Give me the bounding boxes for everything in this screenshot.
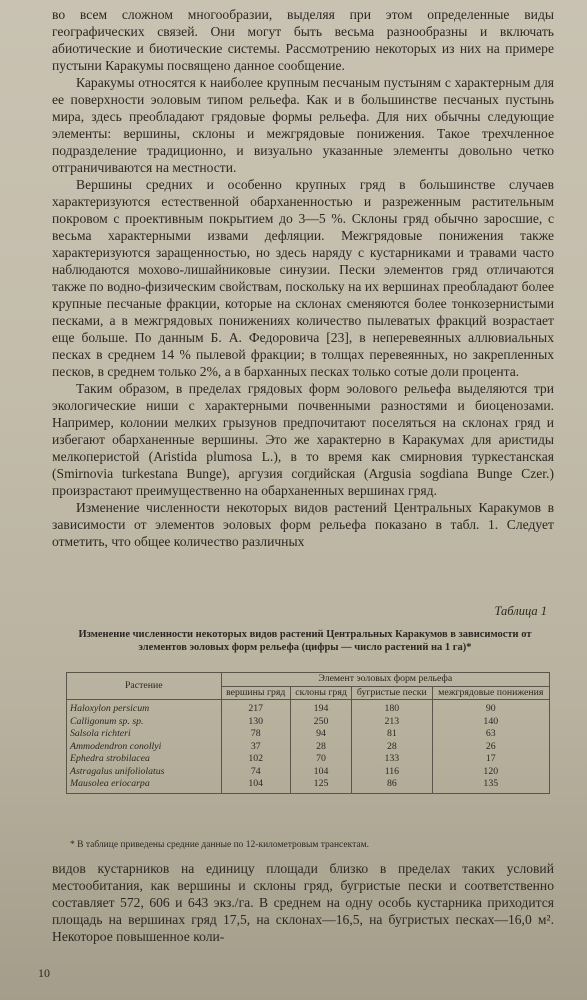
table-cell: 125 xyxy=(290,778,351,793)
table-cell: 17 xyxy=(432,753,549,766)
table-cell: 94 xyxy=(290,728,351,741)
table-cell: 135 xyxy=(432,778,549,793)
table-cell: 70 xyxy=(290,753,351,766)
table-cell: 180 xyxy=(352,700,432,716)
table-caption: Изменение численности некоторых видов растений Центральных Каракумов в зависимости от элементов эоловых форм рельефа (цифры — число растений на 1 га)* xyxy=(78,629,532,653)
body-text-upper xyxy=(52,6,554,550)
plant-name: Ephedra strobilacea xyxy=(67,753,222,766)
table-cell: 213 xyxy=(352,716,432,729)
table-cell: 86 xyxy=(352,778,432,793)
table-row xyxy=(67,778,550,793)
table-cell: 28 xyxy=(352,741,432,754)
paragraph: видов кустарников на единицу площади близко в пределах таких условий местообитания, как вершины и склоны гряд, бугристые пески и соответственно составляет 572, 606 и 643 экз./га. В среднем на одну особь кустарника приходится площадь на вершинах гряд 17,5, на склонах—16,5, на бугристых песках—16,0 м². Некоторое повышенное коли- xyxy=(52,861,554,944)
table-cell: 81 xyxy=(352,728,432,741)
plant-name: Ammodendron conollyi xyxy=(67,741,222,754)
column-header-plant: Растение xyxy=(67,673,222,700)
table-cell: 63 xyxy=(432,728,549,741)
paragraph: во всем сложном многообразии, выделяя при этом определенные виды географических связей. Они могут быть весьма разнообразны и включать абиотические и биотические системы. Рассмотрению некоторых из них на примере пустыни Каракумы посвящено данное сообщение. xyxy=(52,7,554,73)
table-cell: 90 xyxy=(432,700,549,716)
table-cell: 104 xyxy=(221,778,290,793)
table-footnote: * В таблице приведены средние данные по 12-километровым трансектам. xyxy=(70,840,369,850)
column-group-header: Элемент эоловых форм рельефа xyxy=(221,673,549,687)
table-cell: 116 xyxy=(352,766,432,779)
paragraph: Каракумы относятся к наиболее крупным песчаным пустыням с характерным для ее поверхности эоловым типом рельефа. Как и в большинстве песчаных пустынь мира, здесь преобладают грядовые формы рельефа. Для них обычны следующие элементы: вершины, склоны и межгрядовые понижения. Такое трехчленное подразделение традиционно, и визуально указанные элементы довольно четко отграничиваются на местности. xyxy=(52,75,554,175)
column-header: межгрядовые понижения xyxy=(432,686,549,700)
column-header: вершины гряд xyxy=(221,686,290,700)
table-cell: 194 xyxy=(290,700,351,716)
plant-name: Calligonum sp. sp. xyxy=(67,716,222,729)
table-row xyxy=(67,766,550,779)
table-cell: 217 xyxy=(221,700,290,716)
table-cell: 104 xyxy=(290,766,351,779)
plant-name: Haloxylon persicum xyxy=(67,700,222,716)
column-header: бугристые пески xyxy=(352,686,432,700)
paragraph: Вершины средних и особенно крупных гряд в большинстве случаев характеризуются естественной обарханенностью и разреженным растительным покровом с проективным покрытием до 3—5 %. Склоны гряд обычно заросшие, с весьма характерными извами дефляции. Межгрядовые понижения также характеризуются заращенностью, но здесь наряду с кустарниками и травами часто наблюдаются мохово-лишайниковые синузии. Пески элементов гряд отличаются также по водно-физическим свойствам, поскольку на их вершинах преобладают более крупные песчаные фракции, которые на склонах сменяются более тонкозернистыми песками, а в межгрядовых понижениях количество пылеватых фракций возрастает еще больше. По данным Б. А. Федоровича [23], в неперевеянных аллювиальных песках в среднем 14 % пылевой фракции; в толщах перевеянных, но закрепленных песков, в среднем только 2%, а в барханных песках только сотые доли процента. xyxy=(52,177,554,379)
table-cell: 133 xyxy=(352,753,432,766)
plant-count-table xyxy=(66,672,550,794)
table-row xyxy=(67,728,550,741)
plant-name: Astragalus unifoliolatus xyxy=(67,766,222,779)
paragraph: Изменение численности некоторых видов растений Центральных Каракумов в зависимости от элементов эоловых форм рельефа показано в табл. 1. Следует отметить, что общее количество различных xyxy=(52,500,554,549)
plant-name: Mausolea eriocarpa xyxy=(67,778,222,793)
table-cell: 102 xyxy=(221,753,290,766)
paragraph: Таким образом, в пределах грядовых форм эолового рельефа выделяются три экологические ниши с характерными почвенными разностями и биоценозами. Например, колонии мелких грызунов предпочитают поселяться на склонах гряд и избегают обарханенные вершины. Это же характерно в Каракумах для аристиды мелкоперистой (Aristida plumosa L.), в то время как смирновия туркестанская (Smirnovia turkestana Bunge), аргузия согдийская (Argusia sogdiana Bunge Czer.) произрастают преимущественно на обарханенных вершинах гряд. xyxy=(52,381,554,498)
table-row xyxy=(67,741,550,754)
table-row xyxy=(67,700,550,716)
page-number: 10 xyxy=(38,966,50,980)
table-cell: 140 xyxy=(432,716,549,729)
column-header: склоны гряд xyxy=(290,686,351,700)
table-cell: 37 xyxy=(221,741,290,754)
table-row xyxy=(67,716,550,729)
body-text-lower xyxy=(52,860,554,945)
table-cell: 120 xyxy=(432,766,549,779)
table-cell: 74 xyxy=(221,766,290,779)
table-cell: 78 xyxy=(221,728,290,741)
table-cell: 250 xyxy=(290,716,351,729)
plant-name: Salsola richteri xyxy=(67,728,222,741)
table-row xyxy=(67,753,550,766)
table-label: Таблица 1 xyxy=(494,604,547,618)
table-cell: 28 xyxy=(290,741,351,754)
table-cell: 130 xyxy=(221,716,290,729)
table-cell: 26 xyxy=(432,741,549,754)
